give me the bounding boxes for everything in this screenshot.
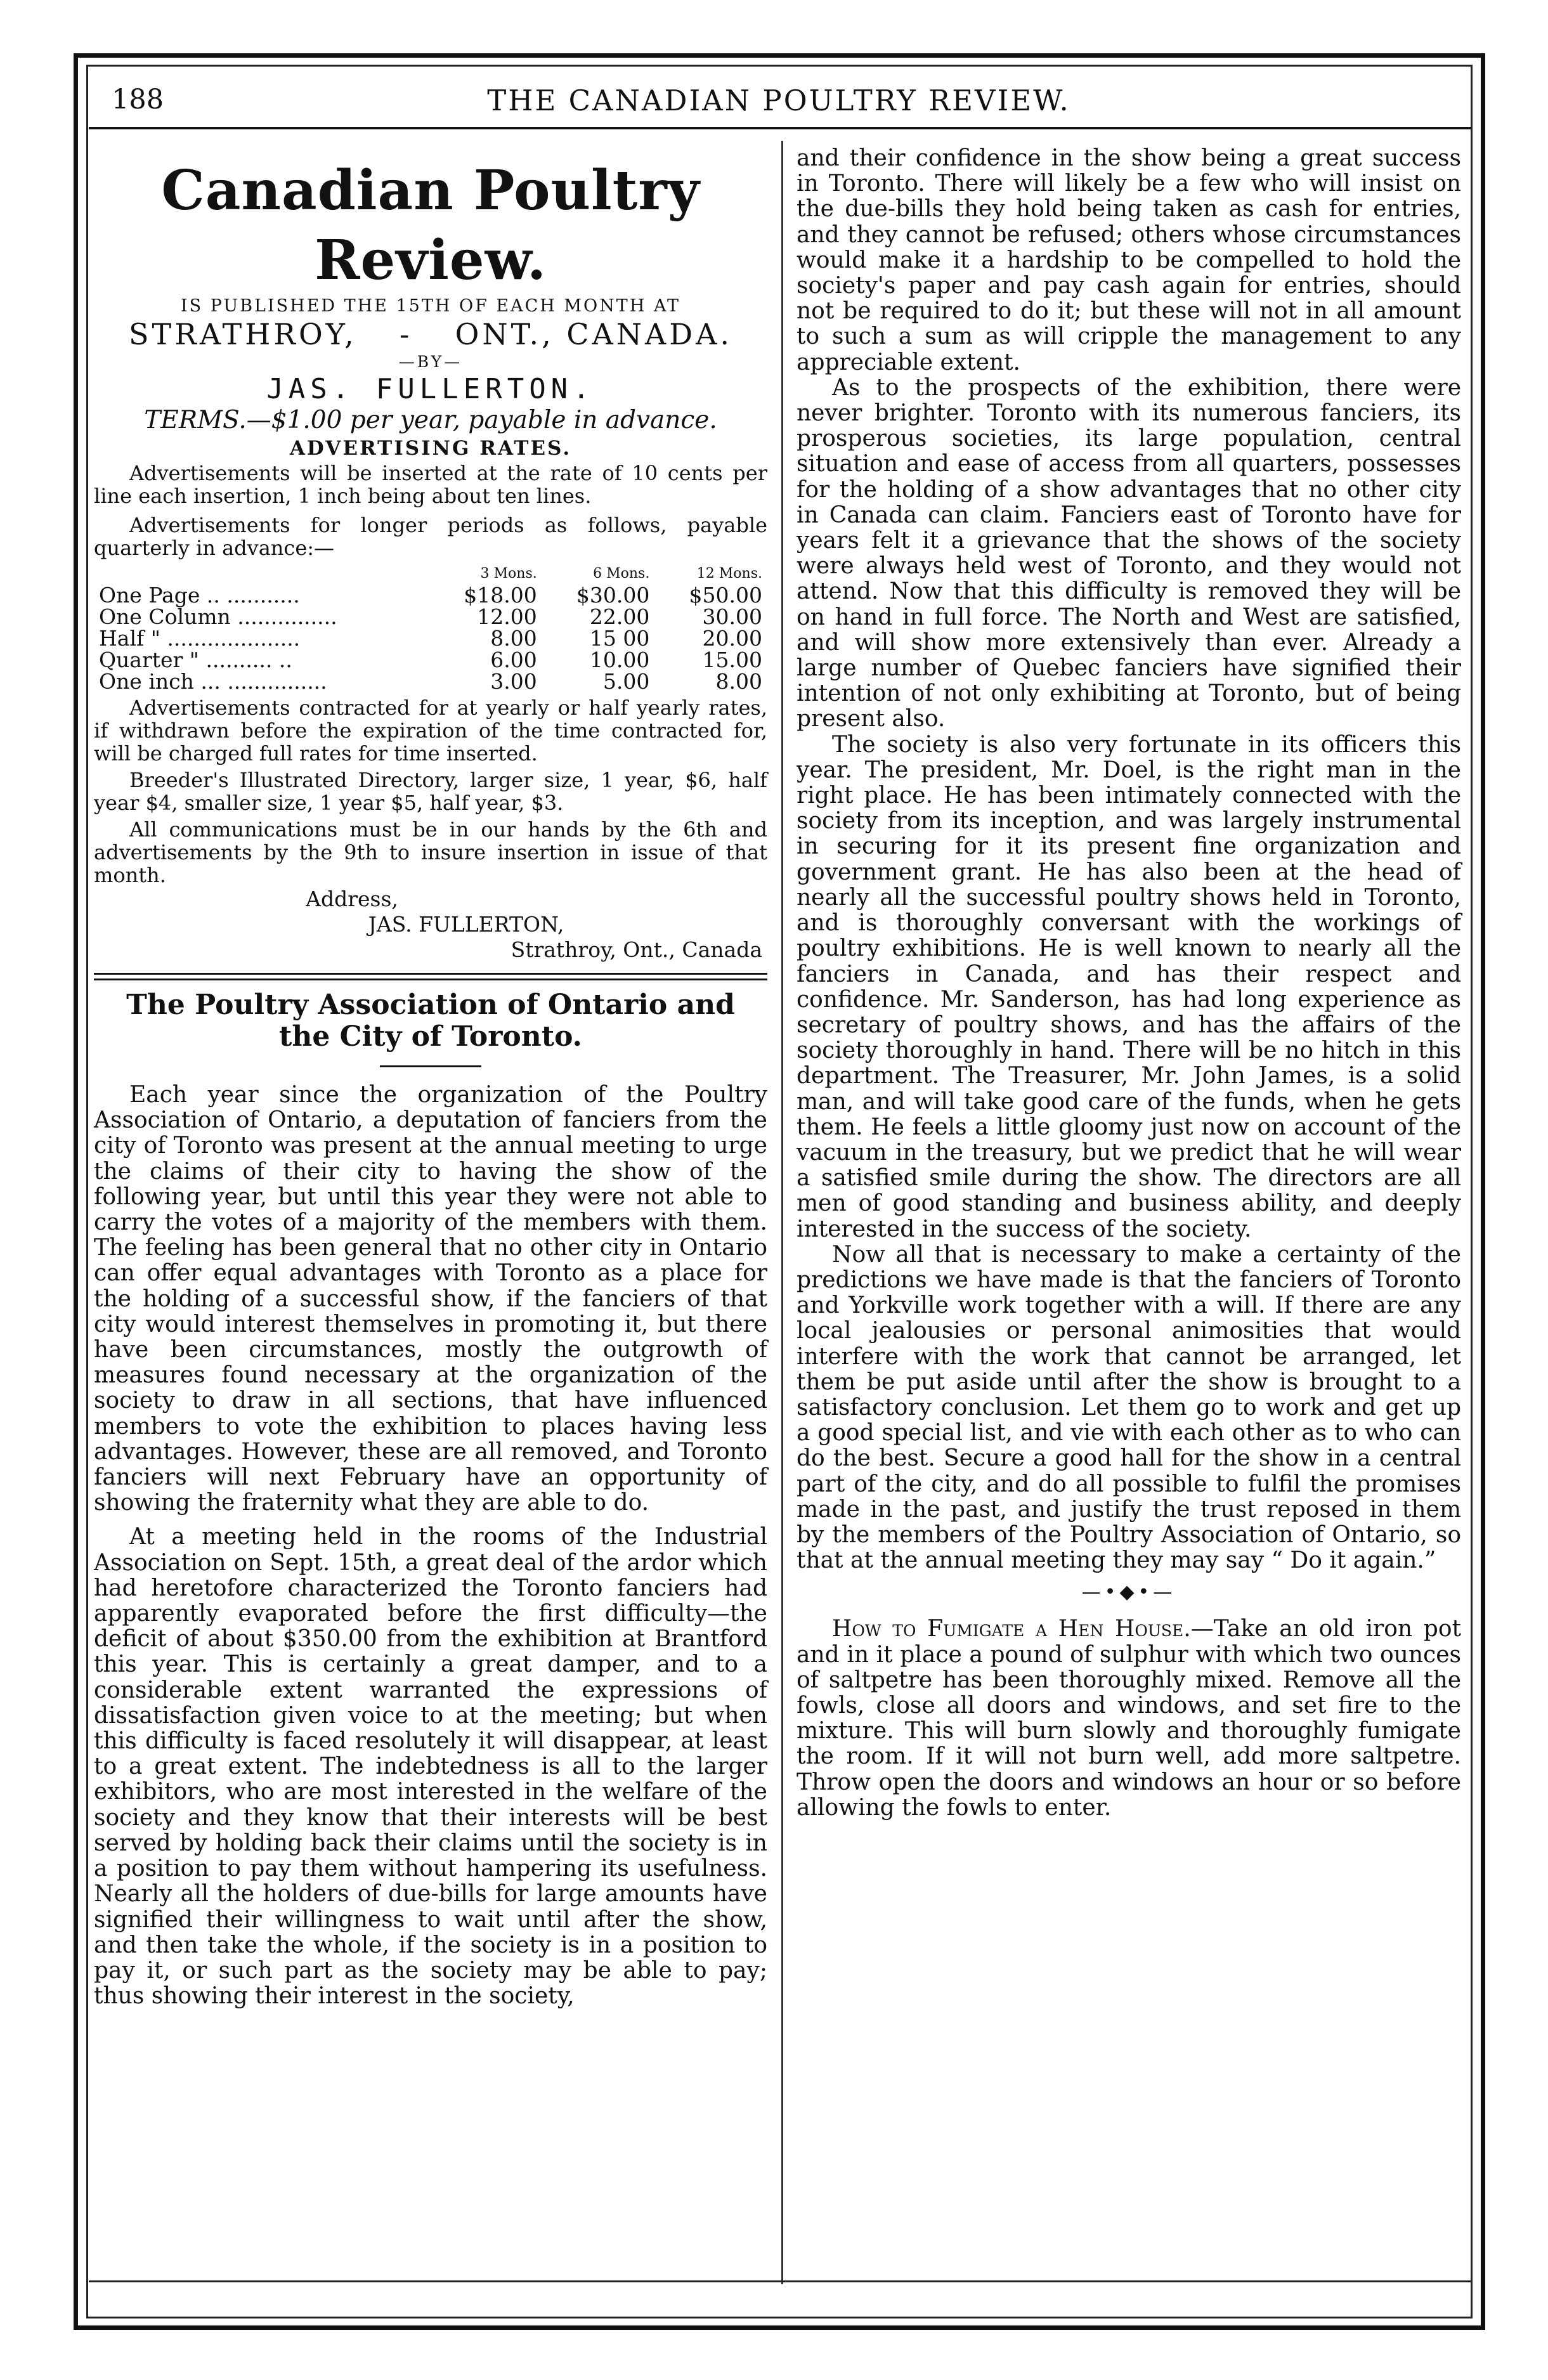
rates-cell: 12.00	[477, 604, 537, 629]
rates-row	[94, 671, 767, 693]
rates-row-label: One inch ... ...............	[99, 669, 327, 694]
fumigation-text: —Take an old iron pot and in it place a pound of sulphur with which two ounces of saltpetre has been thoroughly mixed. Remove all the fowls, close all doors and windows, and set fire to the mixture. This will burn slowly and thoroughly fumigate the room. If it will not burn well, add more saltpetre. Throw open the doors and windows an hour or so before allowing the fowls to enter.	[797, 1616, 1461, 1821]
masthead-title: Canadian Poultry Review.	[161, 159, 700, 292]
rates-cell: 5.00	[602, 669, 650, 694]
rates-row-label: Quarter " .......... ..	[99, 647, 292, 672]
rates-row-label: Half " ....................	[99, 626, 301, 651]
place-province: ONT., CANADA.	[455, 317, 732, 351]
contracted-note: Advertisements contracted for at yearly or half yearly rates, if withdrawn before the expiration of the time contracted for, will be charged full rates for time inserted.	[94, 696, 767, 765]
right-column	[797, 146, 1461, 1821]
rate-note: Advertisements will be inserted at the rate of 10 cents per line each insertion, 1 inch being about ten lines.	[94, 461, 767, 508]
article-paragraph: At a meeting held in the rooms of the Industrial Association on Sept. 15th, a great deal of the ardor which had heretofore characterized the Toronto fanciers had apparently evaporated before the first difficulty—the deficit of about $350.00 from the exhibition at Brantford this year. This is certainly a great damper, and to a considerable extent warranted the expressions of dissatisfaction given voice to at the meeting; but when this difficulty is faced resolutely it will disappear, at least to a great extent. The indebtedness is all to the larger exhibitors, who are most interested in the welfare of the society and they know that their interests will be best served by holding back their claims until the society is in a position to pay them without hampering its usefulness. Nearly all the holders of due-bills for large amounts have signified their willingness to wait until after the show, and then take the whole, if the society is in a position to pay it, or such part as the society may be able to pay; thus showing their interest in the society,	[94, 1524, 767, 2010]
rates-cell: 10.00	[589, 647, 650, 672]
page-number: 188	[112, 84, 164, 115]
fumigation-paragraph	[797, 1616, 1461, 1821]
rates-header: 6 Mons.	[593, 566, 650, 582]
running-title: THE CANADIAN POULTRY REVIEW.	[487, 84, 1070, 117]
rates-row	[94, 585, 767, 606]
rates-cell: 8.00	[715, 669, 762, 694]
address-label: Address,	[306, 887, 398, 911]
advertising-rates-table	[94, 563, 767, 693]
title-rule	[380, 1065, 481, 1067]
article-paragraph: Each year since the organization of the Poultry Association of Ontario, a deputation of fanciers from the city of Toronto was present at the annual meeting to urge the claims of their city to having the show of the following year, but until this year they were not able to carry the votes of a majority of the members with them. The feeling has been general that no other city in Ontario can offer equal advantages with Toronto as a place for the holding of a successful show, if the fanciers of that city would interest themselves in promoting it, but there have been circumstances, mostly the outgrowth of measures found necessary at the organization of the society to draw in all sections, that have influenced members to vote the exhibition to places having less advantages. However, these are all removed, and Toronto fanciers will next February have an opportunity of showing the fraternity what they are able to do.	[94, 1082, 767, 1516]
article-paragraph: The society is also very fortunate in its officers this year. The president, Mr. Doel, is the right man in the right place. He has been intimately connected with the society from its inception, and was largely instrumental in securing for it its present fine organization and government grant. He has also been at the head of nearly all the successful poultry shows held in Toronto, and is thoroughly conversant with the workings of poultry exhibitions. He is well known to nearly all the fanciers in Canada, and has their respect and confidence. Mr. Sanderson, has had long experience as secretary of poultry shows, and has the affairs of the society thoroughly in hand. There will be no hitch in this department. The Treasurer, Mr. John James, is a solid man, and will take good care of the funds, when he gets them. He feels a little gloomy just now on account of the vacuum in the treasury, but we predict that he will wear a satisfied smile during the show. The directors are all men of good standing and business ability, and deeply interested in the success of the society.	[797, 731, 1461, 1242]
rates-row	[94, 606, 767, 628]
publication-schedule: IS PUBLISHED THE 15TH OF EACH MONTH AT	[181, 296, 680, 316]
rates-cell: 15.00	[702, 647, 762, 672]
subscription-terms: TERMS.—$1.00 per year, payable in advance.	[144, 406, 717, 434]
by-line: —BY—	[398, 353, 463, 371]
masthead-divider	[94, 973, 767, 980]
article-title: The Poultry Association of Ontario and the City of Toronto.	[126, 989, 735, 1053]
communications-note: All communications must be in our hands by the 6th and advertisements by the 9th to insure insertion in issue of that month.	[94, 817, 767, 887]
rates-row	[94, 649, 767, 671]
rates-row-label: One Page .. ...........	[99, 583, 300, 608]
rates-cell: 30.00	[702, 604, 762, 629]
rates-header: 12 Mons.	[696, 566, 762, 582]
left-column	[94, 146, 767, 2009]
publication-place	[94, 317, 767, 351]
rates-cell: 20.00	[702, 626, 762, 651]
address-block	[94, 887, 767, 963]
rates-cell: $18.00	[464, 583, 537, 608]
publisher-name: JAS. FULLERTON.	[266, 373, 595, 405]
column-rule	[781, 141, 783, 2284]
longer-periods-note: Advertisements for longer periods as follows, payable quarterly in advance:—	[94, 513, 767, 560]
address-name: JAS. FULLERTON,	[368, 912, 564, 937]
rates-cell: 15 00	[589, 626, 650, 651]
rates-header-row	[94, 563, 767, 585]
article-paragraph: Now all that is necessary to make a certainty of the predictions we have made is that the fanciers of Toronto and Yorkville work together with a will. If there are any local jealousies or personal animosities that would interfere with the work that cannot be arranged, let them be put aside until after the show is brought to a satisfactory conclusion. Let them go to work and get up a good special list, and vie with each other as to who can do the best. Secure a good hall for the show in a central part of the city, and do all possible to fulfil the promises made in the past, and justify the trust reposed in them by the members of the Poultry Association of Ontario, so that at the annual meeting they may say “ Do it again.”	[797, 1241, 1461, 1574]
section-ornament: —•◆•—	[1081, 1581, 1176, 1604]
rates-row	[94, 628, 767, 649]
rates-cell: $50.00	[689, 583, 762, 608]
article-paragraph: and their confidence in the show being a great success in Toronto. There will likely be a few who will insist on the due-bills they hold being taken as cash for entries, and they cannot be refused; others whose circumstances would make it a hardship to be compelled to hold the society's paper and pay cash again for entries, should not be required to do it; but these will not in all amount to such a sum as will cripple the management to any appreciable extent.	[797, 145, 1461, 375]
bottom-rule	[89, 2280, 1471, 2282]
rates-row-label: One Column ...............	[99, 604, 337, 629]
rates-cell: $30.00	[576, 583, 650, 608]
fumigation-heading: How to Fumigate a Hen House.	[832, 1616, 1191, 1642]
rates-cell: 6.00	[490, 647, 537, 672]
address-place: Strathroy, Ont., Canada	[511, 937, 762, 962]
directory-note: Breeder's Illustrated Directory, larger size, 1 year, $6, half year $4, smaller size, 1 year $5, half year, $3.	[94, 768, 767, 815]
rates-cell: 3.00	[490, 669, 537, 694]
masthead	[94, 156, 767, 963]
header-rule	[89, 127, 1471, 129]
rates-header: 3 Mons.	[480, 566, 537, 582]
rates-cell: 22.00	[589, 604, 650, 629]
place-dash: -	[399, 317, 413, 351]
rates-cell: 8.00	[490, 626, 537, 651]
advertising-heading: ADVERTISING RATES.	[289, 437, 572, 460]
article-paragraph: As to the prospects of the exhibition, there were never brighter. Toronto with its numerous fanciers, its prosperous societies, its large population, central situation and ease of access from all quarters, possesses for the holding of a show advantages that no other city in Canada can claim. Fanciers east of Toronto have for years felt it a grievance that the shows of the society were always held west of Toronto, and they would not attend. Now that this difficulty is removed they will be on hand in full force. The North and West are satisfied, and will show more extensively than ever. Already a large number of Quebec fanciers have signified their intention of not only exhibiting at Toronto, but of being present also.	[797, 374, 1461, 732]
place-town: STRATHROY,	[129, 317, 357, 351]
running-head	[95, 81, 1462, 122]
